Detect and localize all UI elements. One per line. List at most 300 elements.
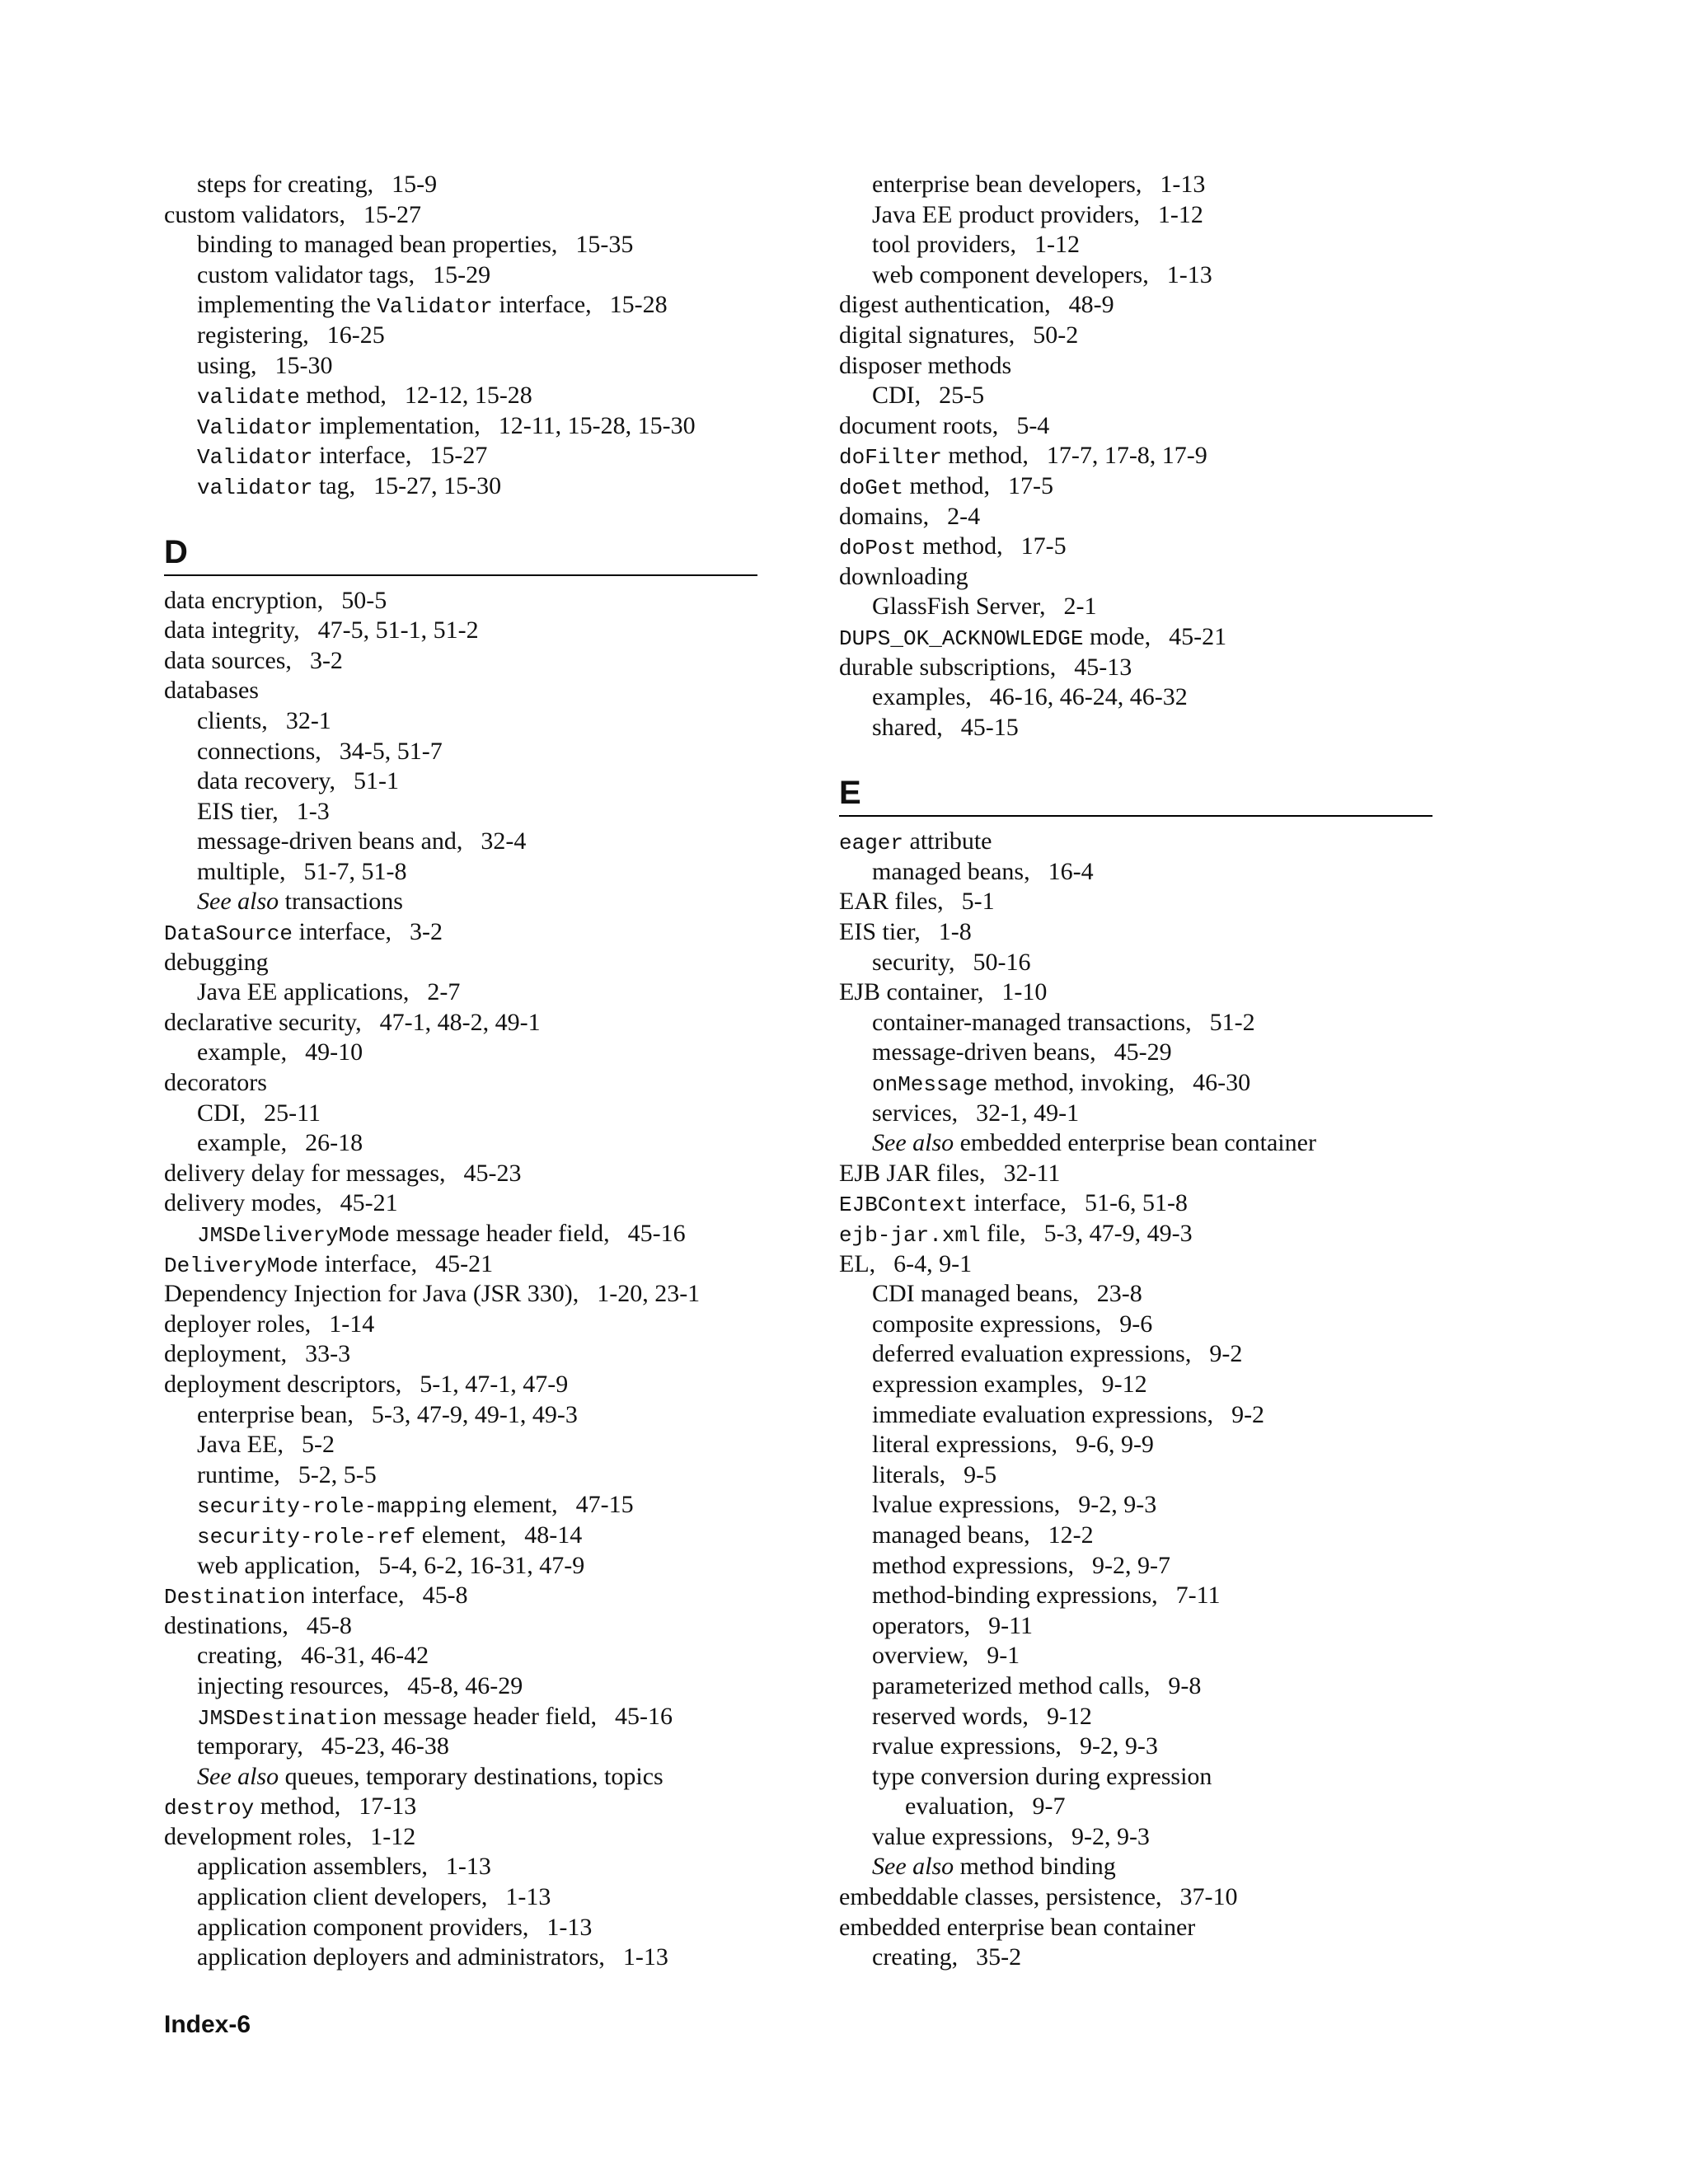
entry-text: Dependency Injection for Java (JSR 330), [164, 1280, 579, 1308]
code-term: Validator [377, 294, 493, 320]
index-entry [164, 616, 757, 646]
index-subentry [164, 351, 757, 382]
index-subentry [164, 1400, 757, 1431]
entry-text: method binding [954, 1853, 1116, 1881]
page-reference[interactable]: 16-4 [1048, 857, 1094, 885]
index-subentry [164, 1762, 757, 1793]
entry-text: connections, [197, 737, 321, 765]
index-subentry [164, 857, 757, 888]
page-reference[interactable]: 2-4 [947, 502, 981, 530]
entry-text: expression examples, [872, 1370, 1084, 1398]
index-subentry [839, 1732, 1432, 1762]
entry-text: tool providers, [872, 231, 1016, 259]
page-reference[interactable]: 45-23 [463, 1159, 522, 1187]
page-reference[interactable]: 9-1 [987, 1642, 1020, 1670]
page-reference[interactable]: 32-4 [481, 827, 527, 855]
code-term: DUPS_OK_ACKNOWLEDGE [839, 626, 1084, 651]
index-entry [839, 351, 1432, 382]
entry-text: reserved words, [872, 1702, 1029, 1730]
index-subentry [839, 1762, 1432, 1793]
entry-text: message-driven beans, [872, 1038, 1096, 1066]
index-subentry [839, 1339, 1432, 1370]
entry-text: method, invoking, [987, 1069, 1175, 1097]
entry-text: file, [980, 1220, 1026, 1247]
entry-text: binding to managed bean properties, [197, 231, 558, 259]
page-reference[interactable]: 5-4, 6-2, 16-31, 47-9 [378, 1551, 585, 1579]
index-subentry [839, 1370, 1432, 1400]
entry-text: web application, [197, 1551, 361, 1579]
page-reference[interactable]: 45-16 [614, 1702, 673, 1730]
entry-text: creating, [872, 1943, 959, 1971]
entry-text: message header field, [390, 1220, 610, 1247]
index-subentry [839, 1611, 1432, 1642]
page-reference[interactable]: 9-2 [1231, 1400, 1265, 1428]
index-entry [164, 646, 757, 677]
page-reference[interactable]: 50-16 [973, 948, 1031, 976]
page-reference[interactable]: 47-15 [575, 1491, 634, 1519]
page-reference[interactable]: 1-12 [1157, 200, 1203, 228]
index-entry [839, 1249, 1432, 1280]
index-subentry [164, 1732, 757, 1762]
entry-text: creating, [197, 1642, 284, 1670]
index-entry [164, 917, 757, 948]
page-reference[interactable]: 9-12 [1101, 1370, 1147, 1398]
index-subentry [839, 1671, 1432, 1702]
page-reference[interactable]: 5-4 [1016, 411, 1050, 439]
page-reference[interactable]: 33-3 [305, 1340, 351, 1368]
code-term: security-role-ref [197, 1524, 416, 1549]
entry-text: overview, [872, 1642, 969, 1670]
index-subentry [164, 471, 757, 502]
page-reference[interactable]: 47-5, 51-1, 51-2 [317, 616, 479, 644]
index-subentry [839, 1008, 1432, 1038]
page-reference[interactable]: 15-9 [392, 171, 438, 198]
page-reference[interactable]: 1-13 [1166, 260, 1212, 288]
index-entry [164, 676, 757, 706]
section-heading: E [839, 772, 1432, 817]
index-entry [164, 1581, 757, 1611]
page-reference[interactable]: 5-1 [961, 888, 995, 916]
entry-text: injecting resources, [197, 1671, 390, 1699]
entry-text: development roles, [164, 1822, 353, 1850]
page-reference[interactable]: 15-27 [363, 200, 421, 228]
index-subentry [839, 857, 1432, 888]
entry-text: runtime, [197, 1460, 280, 1488]
index-subentry [164, 797, 757, 827]
entry-text: delivery modes, [164, 1189, 322, 1217]
index-subentry [839, 682, 1432, 713]
page-reference[interactable]: 16-25 [326, 321, 385, 349]
page-reference[interactable]: 37-10 [1179, 1883, 1238, 1911]
index-subentry [164, 411, 757, 442]
page-reference[interactable]: 6-4, 9-1 [893, 1249, 973, 1277]
entry-text: downloading [839, 562, 968, 590]
index-subentry [839, 1430, 1432, 1460]
entry-text: CDI, [872, 382, 921, 410]
entry-text: deployer roles, [164, 1310, 312, 1338]
index-subentry [839, 1822, 1432, 1853]
entry-text: destinations, [164, 1611, 288, 1639]
entry-text: data integrity, [164, 616, 300, 644]
page-reference[interactable]: 46-16, 46-24, 46-32 [989, 683, 1188, 711]
entry-text: shared, [872, 713, 943, 741]
entry-text: application assemblers, [197, 1853, 428, 1881]
page-reference[interactable]: 25-5 [939, 382, 985, 410]
page-reference[interactable]: 51-7, 51-8 [303, 857, 407, 885]
entry-text: example, [197, 1038, 288, 1066]
index-subentry [839, 170, 1432, 200]
page-reference[interactable]: 9-8 [1168, 1671, 1202, 1699]
index-subentry [164, 1671, 757, 1702]
page-reference[interactable]: 9-2, 9-7 [1091, 1551, 1170, 1579]
page-reference[interactable]: 15-28 [609, 291, 668, 319]
page-reference[interactable]: 5-1, 47-1, 47-9 [420, 1370, 569, 1398]
see-also-label: See also [872, 1129, 954, 1157]
index-subentry [839, 1099, 1432, 1129]
page-reference[interactable]: 9-7 [1032, 1793, 1066, 1821]
index-subentry [164, 1521, 757, 1551]
code-term: validator [197, 475, 313, 500]
entry-text: method, [916, 532, 1003, 560]
index-subentry [164, 1460, 757, 1491]
index-entry [839, 1219, 1432, 1249]
entry-text: decorators [164, 1069, 267, 1097]
page-reference[interactable]: 7-11 [1175, 1582, 1221, 1610]
index-subentry [164, 1641, 757, 1671]
entry-text: transactions [279, 888, 403, 916]
page-reference[interactable]: 2-7 [427, 978, 461, 1006]
index-entry [164, 1792, 757, 1822]
page-reference[interactable]: 2-1 [1063, 593, 1097, 621]
index-entry [164, 948, 757, 978]
index-entry [839, 290, 1432, 321]
page-reference[interactable]: 45-21 [340, 1189, 398, 1217]
code-term: destroy [164, 1796, 255, 1821]
index-subentry [839, 1581, 1432, 1611]
entry-text: security, [872, 948, 955, 976]
index-subentry [164, 321, 757, 351]
page-reference[interactable]: 12-11, 15-28, 15-30 [498, 411, 696, 439]
entry-text: CDI managed beans, [872, 1280, 1079, 1308]
page-reference[interactable]: 45-13 [1074, 653, 1132, 681]
index-entry [164, 1339, 757, 1370]
entry-text: digest authentication, [839, 291, 1051, 319]
index-subentry [839, 1490, 1432, 1521]
entry-text: literals, [872, 1460, 946, 1488]
index-entry [839, 1882, 1432, 1913]
entry-text: queues, temporary destinations, topics [279, 1762, 663, 1790]
entry-text: parameterized method calls, [872, 1671, 1151, 1699]
code-term: JMSDestination [197, 1705, 377, 1731]
entry-text: disposer methods [839, 351, 1012, 379]
code-term: doFilter [839, 445, 942, 471]
entry-text: GlassFish Server, [872, 593, 1046, 621]
index-subentry [839, 1128, 1432, 1159]
code-term: ejb-jar.xml [839, 1223, 981, 1248]
entry-text: method-binding expressions, [872, 1582, 1158, 1610]
page-reference[interactable]: 1-13 [1160, 171, 1206, 198]
entry-text: EIS tier, [839, 918, 921, 946]
index-entry [839, 441, 1432, 471]
page-reference[interactable]: 15-35 [575, 231, 634, 259]
page-reference[interactable]: 45-8 [306, 1611, 352, 1639]
entry-text: EJB JAR files, [839, 1159, 986, 1187]
index-entry [164, 1279, 757, 1310]
page-reference[interactable]: 15-29 [433, 260, 491, 288]
page-reference[interactable]: 1-13 [445, 1853, 491, 1881]
entry-text: message header field, [377, 1702, 597, 1730]
page-reference[interactable]: 1-14 [329, 1310, 375, 1338]
entry-text: implementation, [312, 411, 481, 439]
index-subentry [839, 260, 1432, 291]
entry-text: interface, [293, 918, 392, 946]
index-subentry [164, 737, 757, 767]
index-subentry [164, 441, 757, 471]
section-heading: D [164, 532, 757, 576]
entry-text: examples, [872, 683, 972, 711]
page-reference[interactable]: 32-1, 49-1 [976, 1099, 1080, 1127]
entry-text: managed beans, [872, 857, 1030, 885]
page-reference[interactable]: 1-13 [505, 1883, 551, 1911]
page-reference[interactable]: 1-13 [622, 1943, 668, 1971]
page-reference[interactable]: 1-20, 23-1 [597, 1280, 701, 1308]
entry-text: managed beans, [872, 1521, 1030, 1549]
page-reference[interactable]: 17-5 [1008, 471, 1054, 499]
index-subentry [839, 1068, 1432, 1099]
entry-text: embedded enterprise bean container [839, 1913, 1196, 1941]
page-reference[interactable]: 45-21 [435, 1249, 494, 1277]
page-reference[interactable]: 23-8 [1096, 1280, 1142, 1308]
entry-text: tag, [312, 471, 356, 499]
index-subentry [164, 170, 757, 200]
code-term: EJBContext [839, 1193, 968, 1218]
entry-text: type conversion during expression [872, 1762, 1212, 1790]
page-reference[interactable]: 17-13 [359, 1793, 417, 1821]
entry-text: embeddable classes, persistence, [839, 1883, 1162, 1911]
page-reference[interactable]: 1-8 [938, 918, 972, 946]
entry-text: deployment descriptors, [164, 1370, 402, 1398]
page-reference[interactable]: 45-16 [627, 1220, 686, 1247]
page-reference[interactable]: 3-2 [309, 646, 343, 674]
index-entry [839, 471, 1432, 502]
entry-text: temporary, [197, 1732, 303, 1760]
index-subentry [839, 1521, 1432, 1551]
page-reference[interactable]: 47-1, 48-2, 49-1 [379, 1008, 541, 1036]
index-subentry [839, 1943, 1432, 1973]
entry-text: steps for creating, [197, 171, 374, 198]
page-reference[interactable]: 45-23, 46-38 [321, 1732, 449, 1760]
page-reference[interactable]: 1-13 [546, 1913, 593, 1941]
page-reference[interactable]: 5-2 [301, 1431, 335, 1459]
entry-text: custom validator tags, [197, 260, 415, 288]
page-reference[interactable]: 9-2 [1209, 1340, 1243, 1368]
page-reference[interactable]: 9-2, 9-3 [1071, 1822, 1150, 1850]
entry-text: method expressions, [872, 1551, 1074, 1579]
page-reference[interactable]: 46-31, 46-42 [301, 1642, 429, 1670]
index-entry [839, 653, 1432, 683]
entry-text: delivery delay for messages, [164, 1159, 446, 1187]
index-subentry [164, 1551, 757, 1582]
entry-text: embedded enterprise bean container [954, 1129, 1316, 1157]
index-entry [164, 1370, 757, 1400]
index-subentry [839, 1702, 1432, 1732]
entry-text: container-managed transactions, [872, 1008, 1192, 1036]
index-subentry [164, 1128, 757, 1159]
page-reference[interactable]: 45-8, 46-29 [407, 1671, 523, 1699]
entry-text: message-driven beans and, [197, 827, 463, 855]
index-subentry [164, 1099, 757, 1129]
index-subentry [839, 1038, 1432, 1068]
index-entry [164, 1822, 757, 1853]
entry-text: interface, [968, 1189, 1067, 1217]
index-subentry [164, 1430, 757, 1460]
entry-text: registering, [197, 321, 309, 349]
page-reference[interactable]: 51-2 [1209, 1008, 1255, 1036]
entry-text: web component developers, [872, 260, 1149, 288]
page-reference[interactable]: 1-12 [1034, 231, 1080, 259]
index-entry [839, 917, 1432, 948]
entry-text: services, [872, 1099, 959, 1127]
page-reference[interactable]: 51-6, 51-8 [1084, 1189, 1188, 1217]
index-subentry [839, 230, 1432, 260]
page-reference[interactable]: 49-10 [305, 1038, 363, 1066]
entry-text: data recovery, [197, 767, 335, 795]
entry-text: EAR files, [839, 888, 944, 916]
entry-text: example, [197, 1129, 288, 1157]
page-reference[interactable]: 32-11 [1003, 1159, 1061, 1187]
entry-text: CDI, [197, 1099, 246, 1127]
index-subentry [164, 766, 757, 797]
code-term: Validator [197, 445, 313, 471]
index-subentry [839, 200, 1432, 231]
index-subentry [164, 290, 757, 321]
page-reference[interactable]: 50-2 [1033, 321, 1079, 349]
page-reference[interactable]: 1-10 [1001, 978, 1048, 1006]
entry-text: implementing the [197, 291, 377, 319]
entry-text: enterprise bean, [197, 1400, 354, 1428]
page-reference[interactable]: 3-2 [409, 918, 443, 946]
page-reference[interactable]: 15-27, 15-30 [373, 471, 502, 499]
entry-text: method, [299, 382, 387, 410]
page-reference[interactable]: 51-1 [353, 767, 399, 795]
entry-text: digital signatures, [839, 321, 1015, 349]
entry-text: interface, [312, 442, 412, 470]
page-reference[interactable]: 9-6 [1119, 1310, 1153, 1338]
index-subentry [164, 1219, 757, 1249]
see-also-label: See also [197, 1762, 279, 1790]
page-reference[interactable]: 34-5, 51-7 [339, 737, 443, 765]
entry-text: element, [467, 1491, 558, 1519]
page-reference[interactable]: 5-3, 47-9, 49-1, 49-3 [371, 1400, 578, 1428]
entry-text: composite expressions, [872, 1310, 1102, 1338]
page-reference[interactable]: 15-30 [274, 351, 333, 379]
index-subentry [839, 713, 1432, 743]
code-term: security-role-mapping [197, 1494, 467, 1520]
page-reference[interactable]: 48-14 [524, 1521, 583, 1549]
index-entry [839, 1159, 1432, 1189]
page-reference[interactable]: 9-5 [964, 1460, 997, 1488]
page-reference[interactable]: 5-2, 5-5 [298, 1460, 377, 1488]
page-reference[interactable]: 48-9 [1068, 291, 1114, 319]
index-subentry [164, 1702, 757, 1732]
code-term: Validator [197, 415, 313, 440]
page-reference[interactable]: 9-2, 9-3 [1078, 1491, 1157, 1519]
page-reference[interactable]: 25-11 [264, 1099, 321, 1127]
page-reference[interactable]: 32-1 [285, 706, 331, 734]
page-reference[interactable]: 17-7, 17-8, 17-9 [1046, 442, 1207, 470]
page-reference[interactable]: 15-27 [429, 442, 488, 470]
entry-text: method, [941, 442, 1029, 470]
entry-text: deployment, [164, 1340, 288, 1368]
page-reference[interactable]: 45-29 [1114, 1038, 1172, 1066]
page-reference[interactable]: 5-3, 47-9, 49-3 [1043, 1220, 1193, 1247]
index-subentry [164, 1490, 757, 1521]
index-column-left [164, 170, 757, 1973]
entry-text: deferred evaluation expressions, [872, 1340, 1192, 1368]
index-entry [164, 200, 757, 231]
page-reference[interactable]: 45-8 [422, 1582, 468, 1610]
entry-text: EIS tier, [197, 797, 279, 825]
page-reference[interactable]: 46-30 [1193, 1069, 1251, 1097]
page-reference[interactable]: 9-11 [988, 1611, 1034, 1639]
index-column-right [839, 170, 1432, 1973]
page-reference[interactable]: 12-2 [1048, 1521, 1094, 1549]
page-reference[interactable]: 9-12 [1046, 1702, 1092, 1730]
index-entry [839, 622, 1432, 653]
page-reference[interactable]: 17-5 [1020, 532, 1067, 560]
index-entry [839, 827, 1432, 857]
page-reference[interactable]: 9-6, 9-9 [1075, 1431, 1154, 1459]
page-reference[interactable]: 12-12, 15-28 [404, 382, 532, 410]
entry-text: Java EE product providers, [872, 200, 1140, 228]
entry-text: using, [197, 351, 257, 379]
code-term: validate [197, 385, 300, 410]
page-reference[interactable]: 1-12 [370, 1822, 416, 1850]
entry-text: method, [903, 471, 991, 499]
index-subentry [164, 1038, 757, 1068]
index-subentry [164, 381, 757, 411]
index-subentry [839, 1400, 1432, 1431]
page-reference[interactable]: 1-3 [296, 797, 330, 825]
entry-text: application deployers and administrators, [197, 1943, 605, 1971]
index-entry [839, 1188, 1432, 1219]
index-entry [164, 1611, 757, 1642]
see-also-label: See also [197, 888, 279, 916]
code-term: DataSource [164, 921, 293, 947]
page-reference[interactable]: 45-21 [1169, 622, 1227, 650]
index-subentry [839, 592, 1432, 622]
entry-text: element, [415, 1521, 507, 1549]
entry-text: Java EE applications, [197, 978, 410, 1006]
code-term: JMSDeliveryMode [197, 1223, 391, 1248]
page-reference[interactable]: 26-18 [305, 1129, 363, 1157]
page-reference[interactable]: 9-2, 9-3 [1079, 1732, 1158, 1760]
code-term: doGet [839, 475, 904, 500]
index-entry [839, 562, 1432, 593]
entry-text: enterprise bean developers, [872, 171, 1142, 198]
page-reference[interactable]: 45-15 [960, 713, 1019, 741]
entry-text: immediate evaluation expressions, [872, 1400, 1214, 1428]
entry-text: interface, [305, 1582, 405, 1610]
entry-text: data sources, [164, 646, 292, 674]
index-subentry [164, 1913, 757, 1943]
entry-text: application client developers, [197, 1883, 488, 1911]
index-entry [164, 1159, 757, 1189]
index-entry [839, 411, 1432, 442]
page-reference[interactable]: 35-2 [976, 1943, 1022, 1971]
page-reference[interactable]: 50-5 [341, 586, 387, 614]
index-subentry [839, 1852, 1432, 1882]
